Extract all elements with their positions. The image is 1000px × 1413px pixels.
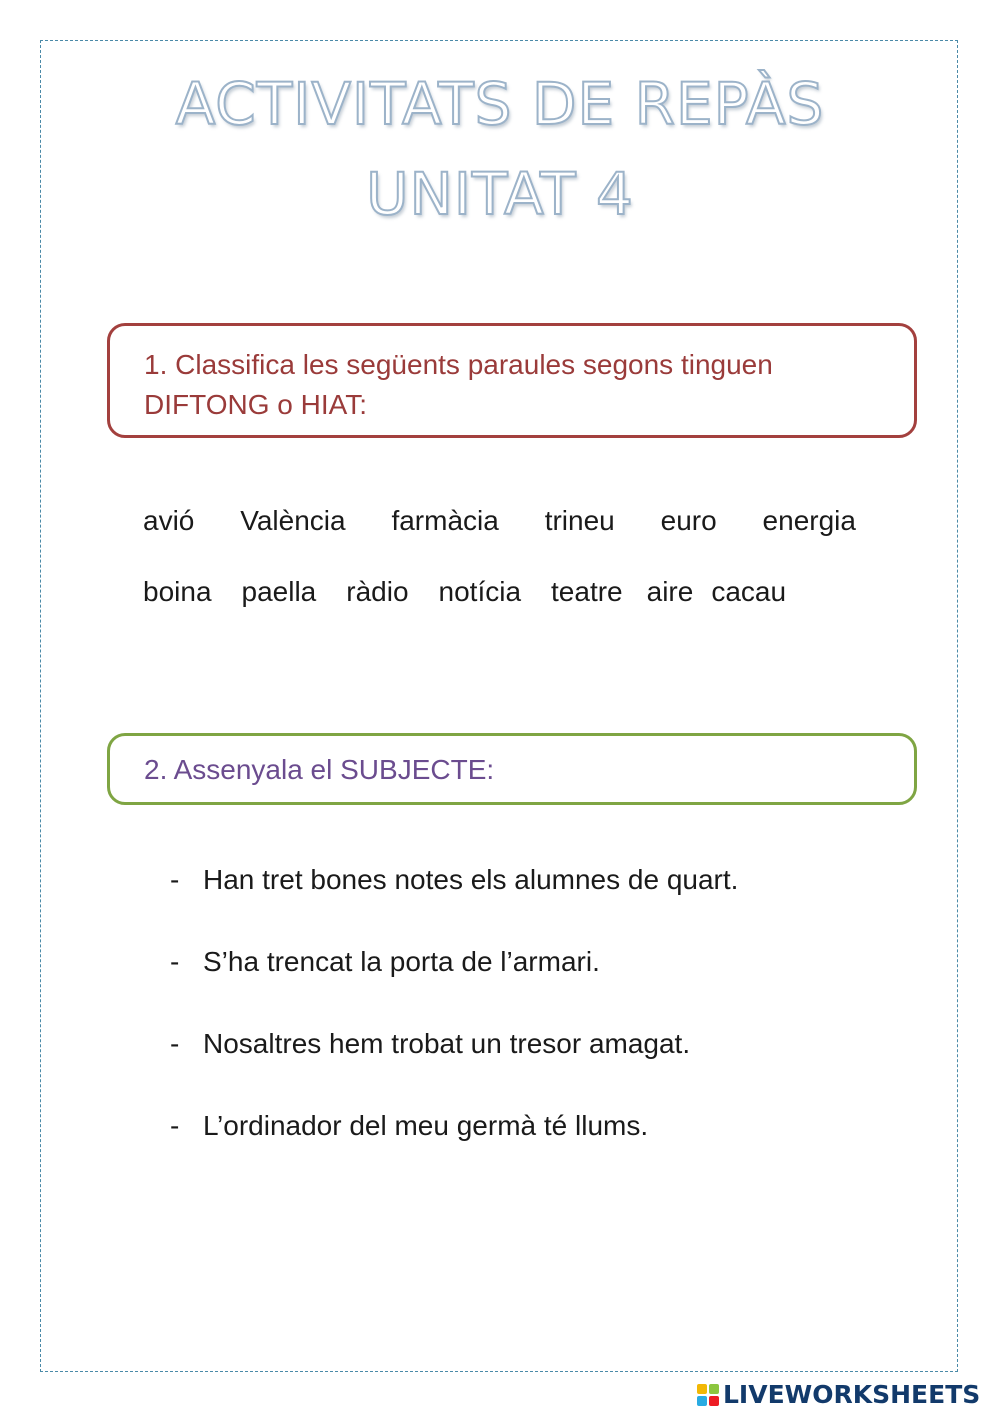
sentence-text: S’ha trencat la porta de l’armari.	[203, 946, 600, 977]
word: trineu	[544, 505, 615, 536]
word: boina	[143, 576, 212, 607]
word: euro	[660, 505, 717, 536]
word: farmàcia	[391, 505, 499, 536]
page-border	[40, 40, 958, 1372]
word: cacau	[711, 576, 787, 607]
page-title-line1: ACTIVITATS DE REPÀS	[175, 70, 825, 138]
word: teatre	[551, 576, 623, 607]
sentence-item	[170, 1110, 648, 1142]
question-1-line1: 1. Classifica les següents paraules segons tinguen	[144, 349, 773, 380]
word: notícia	[438, 576, 522, 607]
word: avió	[143, 505, 195, 536]
list-dash: -	[170, 1110, 180, 1141]
question-1-line2: DIFTONG o HIAT:	[144, 389, 367, 420]
liveworksheets-brand	[697, 1380, 980, 1409]
list-dash: -	[170, 1028, 180, 1059]
page-title-line2: UNITAT 4	[366, 160, 634, 228]
word: ràdio	[346, 576, 409, 607]
question-2-text: 2. Assenyala el SUBJECTE:	[144, 754, 495, 785]
sentence-item	[170, 1028, 690, 1060]
list-dash: -	[170, 946, 180, 977]
word: energia	[762, 505, 856, 536]
brand-text: LIVEWORKSHEETS	[723, 1380, 981, 1409]
question-1-box	[107, 323, 917, 438]
question-2-box	[107, 733, 917, 805]
sentence-item	[170, 864, 738, 896]
word: paella	[241, 576, 317, 607]
word: València	[240, 505, 346, 536]
sentence-text: L’ordinador del meu germà té llums.	[203, 1110, 649, 1141]
sentence-item	[170, 946, 600, 978]
sentence-text: Nosaltres hem trobat un tresor amagat.	[203, 1028, 691, 1059]
liveworksheets-logo-icon	[697, 1384, 719, 1406]
word-row-2	[143, 576, 856, 608]
list-dash: -	[170, 864, 180, 895]
word: aire	[646, 576, 694, 607]
sentence-text: Han tret bones notes els alumnes de quart.	[203, 864, 739, 895]
word-row-1	[143, 505, 856, 537]
